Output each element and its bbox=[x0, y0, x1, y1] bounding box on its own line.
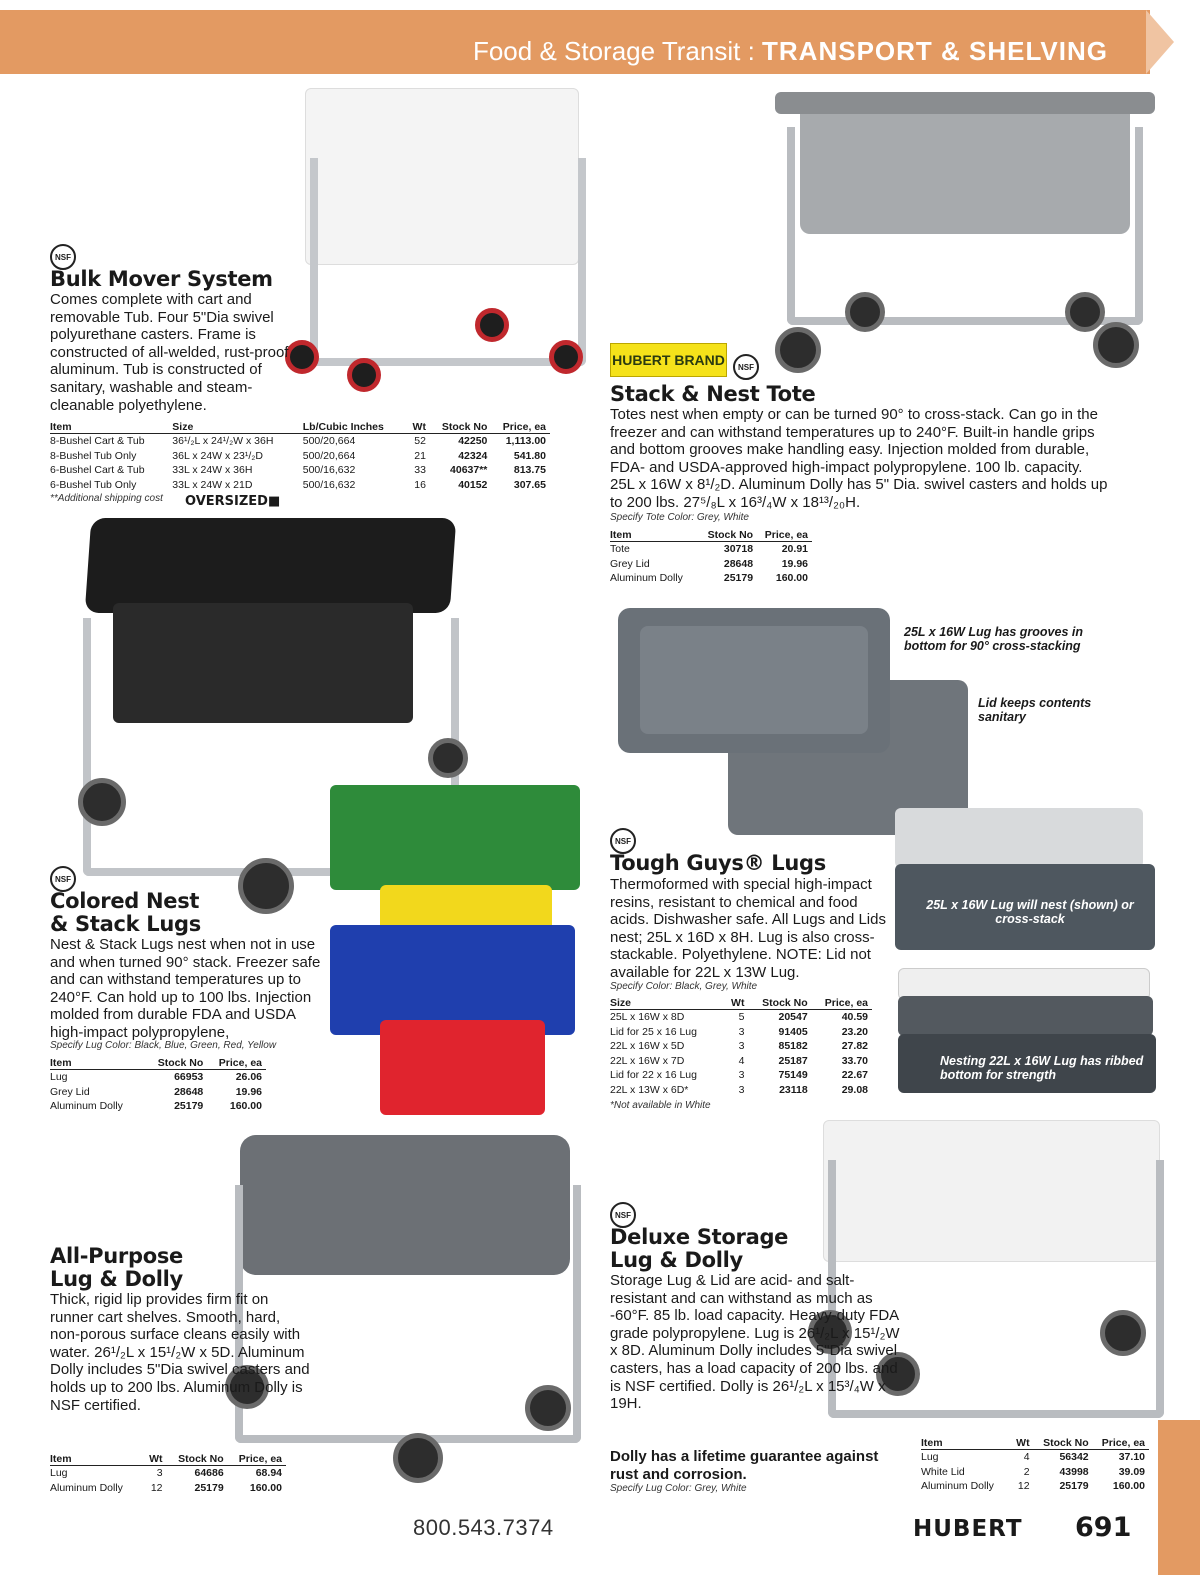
oversized-badge: OVERSIZED■ bbox=[185, 494, 281, 509]
nsf-badge: NSF bbox=[50, 244, 76, 270]
truck-icon: ■ bbox=[267, 494, 281, 509]
deluxe-guarantee: Dolly has a lifetime guarantee against rust and corrosion. bbox=[610, 1448, 879, 1483]
footer-brand: HUBERT bbox=[913, 1516, 1023, 1542]
all-purpose-title: All-Purpose Lug & Dolly bbox=[50, 1244, 183, 1291]
section-title: Food & Storage Transit bbox=[472, 36, 741, 66]
grey-lug-image bbox=[618, 608, 890, 753]
tough-guys-spec: Specify Color: Black, Grey, White bbox=[610, 981, 758, 992]
table-row: 6-Bushel Cart & Tub 33L x 24W x 36H 500/16,632 33 40637** 813.75 bbox=[50, 464, 546, 476]
grooves-callout: 25L x 16W Lug has grooves in bottom for 90° cross-stacking bbox=[904, 625, 1083, 653]
tough-guys-title: Tough Guys® Lugs bbox=[610, 851, 826, 875]
table-row: 22L x 16W x 5D 3 85182 27.82 bbox=[610, 1040, 868, 1052]
category-title: TRANSPORT & SHELVING bbox=[762, 36, 1108, 66]
colored-nest-spec: Specify Lug Color: Black, Blue, Green, Red, Yellow bbox=[50, 1040, 277, 1051]
stack-nest-description: Totes nest when empty or can be turned 90° to cross-stack. Can go in the freezer and can withstand temperatures up to 240°F. Built-in handle grips and bottom grooves make handling easy. Injection molded from durable, FDA- and USDA-approved high-impact polypropylene. 100 lb. capacity. 25L x 16W x 8¹/₂D. Aluminum Dolly has 5" Dia. swivel casters and holds up to 200 lbs. 27⁵/₈L x 16³/₄W x 18¹³/₂₀H. bbox=[610, 406, 1108, 511]
table-row: 8-Bushel Cart & Tub 36¹/₂L x 24¹/₂W x 36H 500/20,664 52 42250 1,113.00 bbox=[50, 435, 546, 447]
nsf-badge: NSF bbox=[50, 866, 76, 892]
nsf-badge: NSF bbox=[733, 354, 759, 380]
table-row: Aluminum Dolly 25179 160.00 bbox=[610, 572, 808, 584]
bulk-mover-description: Comes complete with cart and removable Tub. Four 5"Dia swivel polyurethane casters. Frame is constructed of all-welded, rust-proof aluminum. Tub is constructed of sanitary, washable and steam-cleanable polyethylene. bbox=[50, 291, 289, 414]
nsf-badge: NSF bbox=[610, 828, 636, 854]
page-number: 691 bbox=[1075, 1512, 1132, 1543]
colored-nest-description: Nest & Stack Lugs nest when not in use and when turned 90° stack. Freezer safe and can withstand temperatures up to 240°F. Can hold up to 100 lbs. Injection molded from durable FDA and USDA high-impact polypropylene, bbox=[50, 936, 321, 1041]
bulk-mover-footnote: **Additional shipping cost bbox=[50, 493, 163, 504]
nesting-lugs-image bbox=[895, 808, 1155, 950]
table-row: White Lid 2 43998 39.09 bbox=[921, 1465, 1145, 1478]
table-row: Aluminum Dolly 12 25179 160.00 bbox=[50, 1481, 282, 1494]
colored-nest-title: Colored Nest & Stack Lugs bbox=[50, 889, 201, 936]
nsf-badge: NSF bbox=[610, 1202, 636, 1228]
nest-callout: 25L x 16W Lug will nest (shown) or cross-stack bbox=[926, 898, 1134, 926]
page-header: Food & Storage Transit : TRANSPORT & SHELVING bbox=[472, 36, 1108, 66]
ribbed-lugs-image bbox=[898, 968, 1156, 1093]
table-row: 6-Bushel Tub Only 33L x 24W x 21D 500/16,632 16 40152 307.65 bbox=[50, 478, 546, 491]
tough-guys-description: Thermoformed with special high-impact resins, resistant to chemical and food acids. Dishwasher safe. All Lugs and Lids nest; 25L x 16D x 8H. Lug is also cross-stackable. Polyethylene. NOTE: Lid not available for 22L x 13W Lug. bbox=[610, 876, 886, 981]
table-row: Tote 30718 20.91 bbox=[610, 543, 808, 555]
bulk-mover-table: Item Size Lb/Cubic Inches Wt Stock No Price, ea 8-Bushel Cart & Tub 36¹/₂L x 24¹/₂W x 36H 500/20,664 52 42250 1,113.00 8-Bushel Tub Only 36L x 24W x 23¹/₂D 500/20,664 21 42324 541.80 6-Bushel Cart & Tub 33L x 24W x 36H 500/16,632 33 40637** 813.75 6-Bushel Tub Only 33L x 24W x 21D 500/16,632 16 40152 307.65 bbox=[50, 421, 550, 492]
all-purpose-description: Thick, rigid lip provides firm fit on runner cart shelves. Smooth, hard, non-porous surface cleans easily with water. 26¹/₂L x 15¹/₂W x 5D. Aluminum Dolly includes 5"Dia swivel casters and holds up to 200 lbs. Aluminum Dolly is NSF certified. bbox=[50, 1291, 310, 1414]
table-row: 22L x 16W x 7D 4 25187 33.70 bbox=[610, 1054, 868, 1067]
all-purpose-table: Item Wt Stock No Price, ea Lug 3 64686 68.94 Aluminum Dolly 12 25179 160.00 bbox=[50, 1453, 286, 1495]
stack-nest-table: Item Stock No Price, ea Tote 30718 20.91 Grey Lid 28648 19.96 Aluminum Dolly 25179 160.00 bbox=[610, 529, 812, 586]
table-row: 22L x 13W x 6D* 3 23118 29.08 bbox=[610, 1083, 868, 1096]
footer-phone: 800.543.7374 bbox=[413, 1515, 554, 1540]
table-row: 25L x 16W x 8D 5 20547 40.59 bbox=[610, 1011, 868, 1023]
table-row: Grey Lid 28648 19.96 bbox=[50, 1085, 262, 1098]
colored-lugs-image bbox=[330, 785, 580, 1120]
ribbed-callout: Nesting 22L x 16W Lug has ribbed bottom for strength bbox=[940, 1054, 1144, 1082]
lid-callout: Lid keeps contents sanitary bbox=[978, 696, 1092, 724]
tough-guys-table: Size Wt Stock No Price, ea 25L x 16W x 8D 5 20547 40.59 Lid for 25 x 16 Lug 3 91405 23.20 22L x 16W x 5D 3 85182 27.82 22L x 16W x 7D 4 25187 33.70 Lid for 22 x 16 Lug 3 75149 22.67 22L x 13W x 6D* 3 23118 29.08 bbox=[610, 997, 872, 1097]
tough-guys-footnote: *Not available in White bbox=[610, 1100, 711, 1111]
table-row: Lug 4 56342 37.10 bbox=[921, 1451, 1145, 1463]
table-row: Lug 3 64686 68.94 bbox=[50, 1467, 282, 1479]
deluxe-spec: Specify Lug Color: Grey, White bbox=[610, 1483, 747, 1494]
deluxe-description: Storage Lug & Lid are acid- and salt-resistant and can withstand as much as -60°F. 85 lb. load capacity. Heavy-duty FDA grade polypropylene. Lug is 26¹/₂L x 15¹/₂W x 8D. Aluminum Dolly includes 5"Dia swivel casters, has a load capacity of 200 lbs. and is NSF certified. Dolly is 26¹/₂L x 15³/₄W x 19H. bbox=[610, 1272, 900, 1413]
table-row: Lug 66953 26.06 bbox=[50, 1071, 262, 1083]
hubert-brand-logo: HUBERT BRAND bbox=[610, 343, 727, 377]
table-row: Lid for 22 x 16 Lug 3 75149 22.67 bbox=[610, 1069, 868, 1081]
corner-tab bbox=[1158, 1420, 1200, 1575]
table-row: Aluminum Dolly 25179 160.00 bbox=[50, 1100, 262, 1112]
deluxe-table: Item Wt Stock No Price, ea Lug 4 56342 37.10 White Lid 2 43998 39.09 Aluminum Dolly 12 25179 160.00 bbox=[921, 1437, 1149, 1494]
table-row: 8-Bushel Tub Only 36L x 24W x 23¹/₂D 500/20,664 21 42324 541.80 bbox=[50, 449, 546, 462]
table-row: Aluminum Dolly 12 25179 160.00 bbox=[921, 1480, 1145, 1492]
table-row: Lid for 25 x 16 Lug 3 91405 23.20 bbox=[610, 1025, 868, 1038]
colored-nest-table: Item Stock No Price, ea Lug 66953 26.06 Grey Lid 28648 19.96 Aluminum Dolly 25179 160.00 bbox=[50, 1057, 266, 1114]
stack-nest-spec: Specify Tote Color: Grey, White bbox=[610, 512, 749, 523]
deluxe-title: Deluxe Storage Lug & Dolly bbox=[610, 1225, 789, 1272]
table-row: Grey Lid 28648 19.96 bbox=[610, 557, 808, 570]
stack-nest-tote-image bbox=[775, 92, 1155, 382]
stack-nest-title: Stack & Nest Tote bbox=[610, 382, 816, 406]
bulk-mover-title: Bulk Mover System bbox=[50, 267, 273, 291]
chevron-icon bbox=[1146, 10, 1174, 74]
bulk-mover-image bbox=[285, 88, 590, 383]
